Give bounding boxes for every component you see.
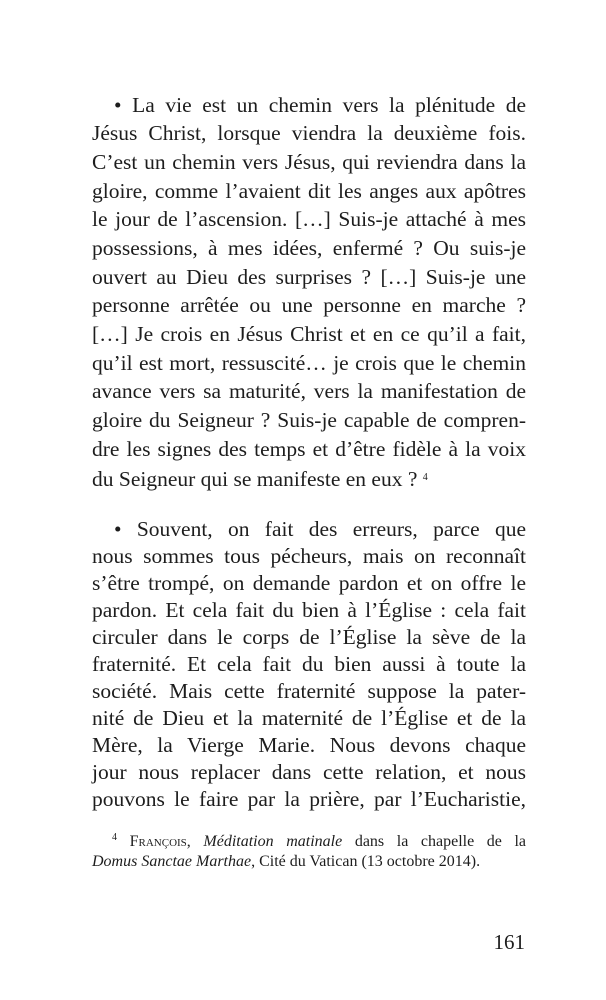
footnote-reference: 4 [422, 472, 428, 483]
line-text: ouvert au Dieu des surprises ? […] Suis-je une [92, 265, 526, 289]
text-line [92, 624, 526, 650]
footnote-title: Méditation matinale [203, 833, 343, 850]
line-text: fraternité. Et cela fait du bien aussi à toute la [92, 652, 526, 676]
text-line [92, 678, 526, 704]
line-text: le jour de l’ascension. […] Suis-je attaché à mes [92, 207, 526, 231]
line-text: s’être trompé, on demande pardon et on offre le [92, 571, 526, 595]
text-line [92, 543, 526, 569]
line-text: C’est un chemin vers Jésus, qui reviendra dans la [92, 150, 526, 174]
text-line [92, 732, 526, 758]
line-text: nous sommes tous pécheurs, mais on reconnaît [92, 544, 526, 568]
line-text: gloire du Seigneur ? Suis-je capable de compren- [92, 408, 526, 432]
page-number: 161 [493, 930, 525, 954]
text-line [92, 786, 526, 812]
footnote-author: François, [129, 833, 191, 850]
line-text: personne arrêtée ou une personne en marche ? [92, 293, 526, 317]
text-line [92, 120, 526, 146]
line-text: avance vers sa maturité, vers la manifestation de [92, 379, 526, 403]
footnote-text: dans la chapelle de la [342, 833, 527, 850]
line-text: Jésus Christ, lorsque viendra la deuxième fois. [92, 121, 526, 145]
text-line [92, 149, 526, 175]
line-text: pouvons le faire par la prière, par l’Eucharistie, [92, 787, 526, 811]
text-line [92, 292, 526, 318]
footnote-line-2 [92, 852, 526, 872]
text-line [92, 378, 526, 404]
text-line [92, 465, 526, 492]
line-text: dre les signes des temps et d’être fidèle à la voix [92, 437, 526, 461]
line-text: société. Mais cette fraternité suppose la pater- [92, 679, 526, 703]
line-text: Mère, la Vierge Marie. Nous devons chaque [92, 733, 526, 757]
text-line [92, 705, 526, 731]
text-line [92, 597, 526, 623]
line-text: du Seigneur qui se manifeste en eux ? [92, 467, 418, 491]
text-line [92, 92, 526, 118]
text-line [92, 350, 526, 376]
text-line [92, 264, 526, 290]
line-text: qu’il est mort, ressuscité… je crois que le chemin [92, 351, 526, 375]
line-text: jour nous replacer dans cette relation, et nous [92, 760, 526, 784]
text-line [92, 206, 526, 232]
text-line [92, 516, 526, 542]
text-line [92, 436, 526, 462]
line-text: pardon. Et cela fait du bien à l’Église : cela fait [92, 598, 526, 622]
line-text: circuler dans le corps de l’Église la sève de la [92, 625, 526, 649]
text-line [92, 407, 526, 433]
text-line [92, 235, 526, 261]
text-line [92, 759, 526, 785]
footnote-place: Domus Sanctae Marthae [92, 853, 252, 870]
text-line [92, 178, 526, 204]
text-line [92, 321, 526, 347]
line-text: gloire, comme l’avaient dit les anges aux apôtres [92, 179, 526, 203]
footnote-text: , Cité du Vatican (13 octobre 2014). [251, 853, 481, 870]
line-text: […] Je crois en Jésus Christ et en ce qu’il a fait, [92, 322, 526, 346]
line-text: possessions, à mes idées, enfermé ? Ou suis-je [92, 236, 526, 260]
line-text: • Souvent, on fait des erreurs, parce que [114, 517, 526, 541]
line-text: • La vie est un chemin vers la plénitude de [114, 93, 526, 117]
line-text: nité de Dieu et la maternité de l’Église et de la [92, 706, 526, 730]
text-line [92, 651, 526, 677]
text-line [92, 570, 526, 596]
footnote-number: 4 [112, 832, 117, 843]
footnote-line-1 [92, 828, 526, 852]
